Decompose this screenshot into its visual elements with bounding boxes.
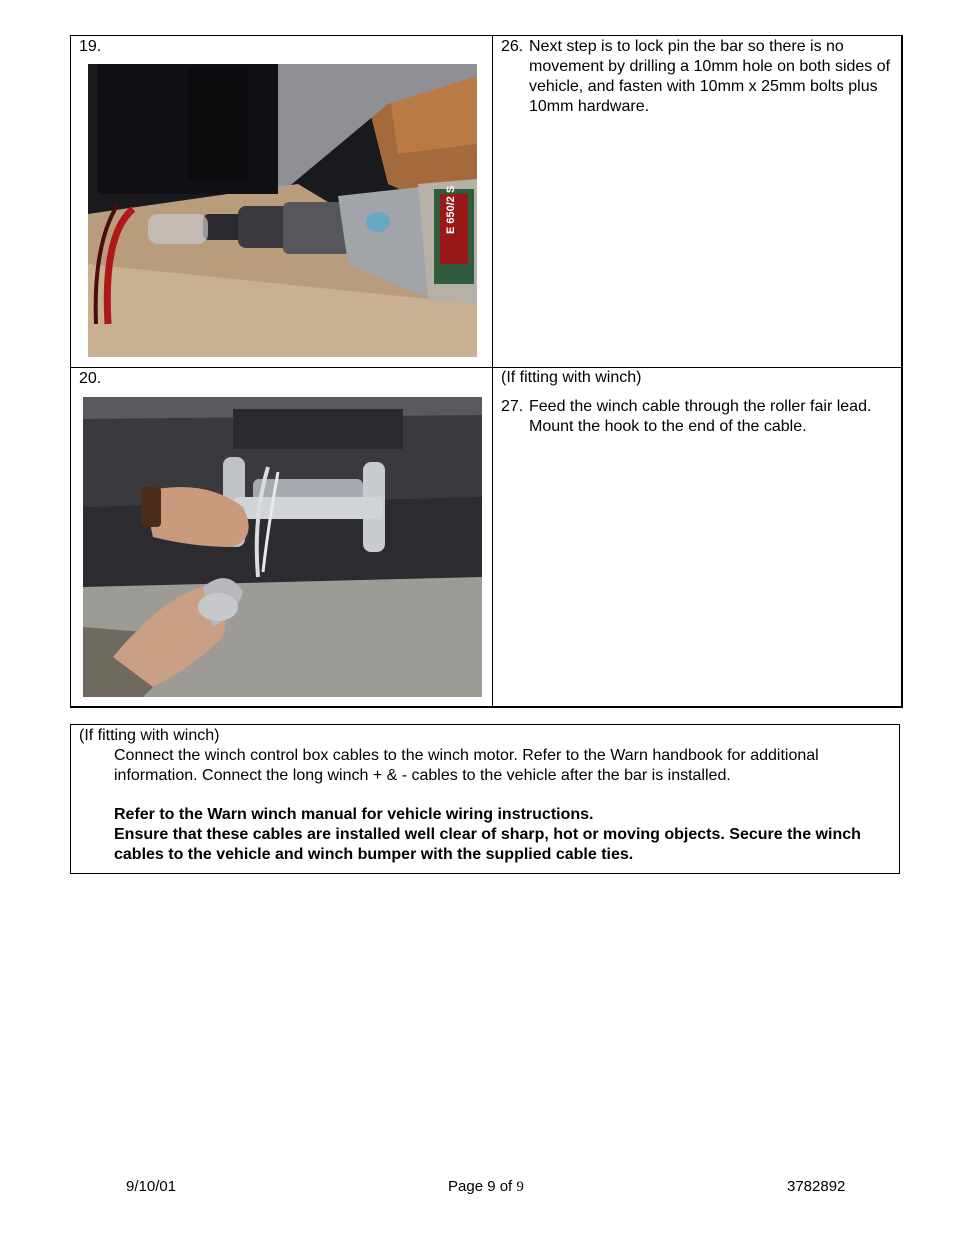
footer-date: 9/10/01: [126, 1178, 177, 1195]
step-number-27: 27.: [501, 398, 524, 415]
winch-note: (If fitting with winch): [501, 369, 642, 386]
drill-image-icon: [88, 64, 477, 357]
footer-page-total: 9: [516, 1179, 524, 1195]
step-text-27: Feed the winch cable through the roller fair lead. Mount the hook to the end of the cable.: [529, 398, 872, 435]
photo-label-20: 20.: [79, 370, 102, 387]
footer-part-number: 3782892: [787, 1178, 846, 1195]
step-number-26: 26.: [501, 38, 524, 55]
wiring-paragraph: Connect the winch control box cables to the winch motor. Refer to the Warn handbook for additional information. Connect the long winch + & - cables to the vehicle after the bar is installed.: [114, 747, 819, 784]
instruction-table: [70, 35, 903, 708]
text-cell-27: [493, 368, 902, 707]
step-row-20: [71, 368, 902, 707]
footer-page: [448, 1178, 524, 1196]
svg-text:E 650/2 S: E 650/2 S: [445, 185, 457, 234]
photo-label-19: 19.: [79, 38, 102, 55]
winch-image-icon: [83, 397, 482, 697]
footer-page-prefix: Page 9 of: [448, 1178, 517, 1195]
photo-cell-20: [71, 368, 493, 707]
text-cell-26: [493, 36, 902, 368]
wiring-instructions-box: [70, 724, 900, 874]
wiring-warning-2: Ensure that these cables are installed well clear of sharp, hot or moving objects. Secure the winch cables to the vehicle and winch bumper with the supplied cable ties.: [114, 826, 861, 863]
step-text-26: Next step is to lock pin the bar so there is no movement by drilling a 10mm hole on both sides of vehicle, and fasten with 10mm x 25mm bolts plus 10mm hardware.: [529, 38, 891, 115]
winch-photo: [83, 397, 482, 697]
drill-photo: [88, 64, 477, 357]
wiring-intro: (If fitting with winch): [79, 727, 220, 744]
step-row-19: [71, 36, 902, 368]
wiring-warning-1: Refer to the Warn winch manual for vehicle wiring instructions.: [114, 806, 594, 823]
photo-cell-19: [71, 36, 493, 368]
